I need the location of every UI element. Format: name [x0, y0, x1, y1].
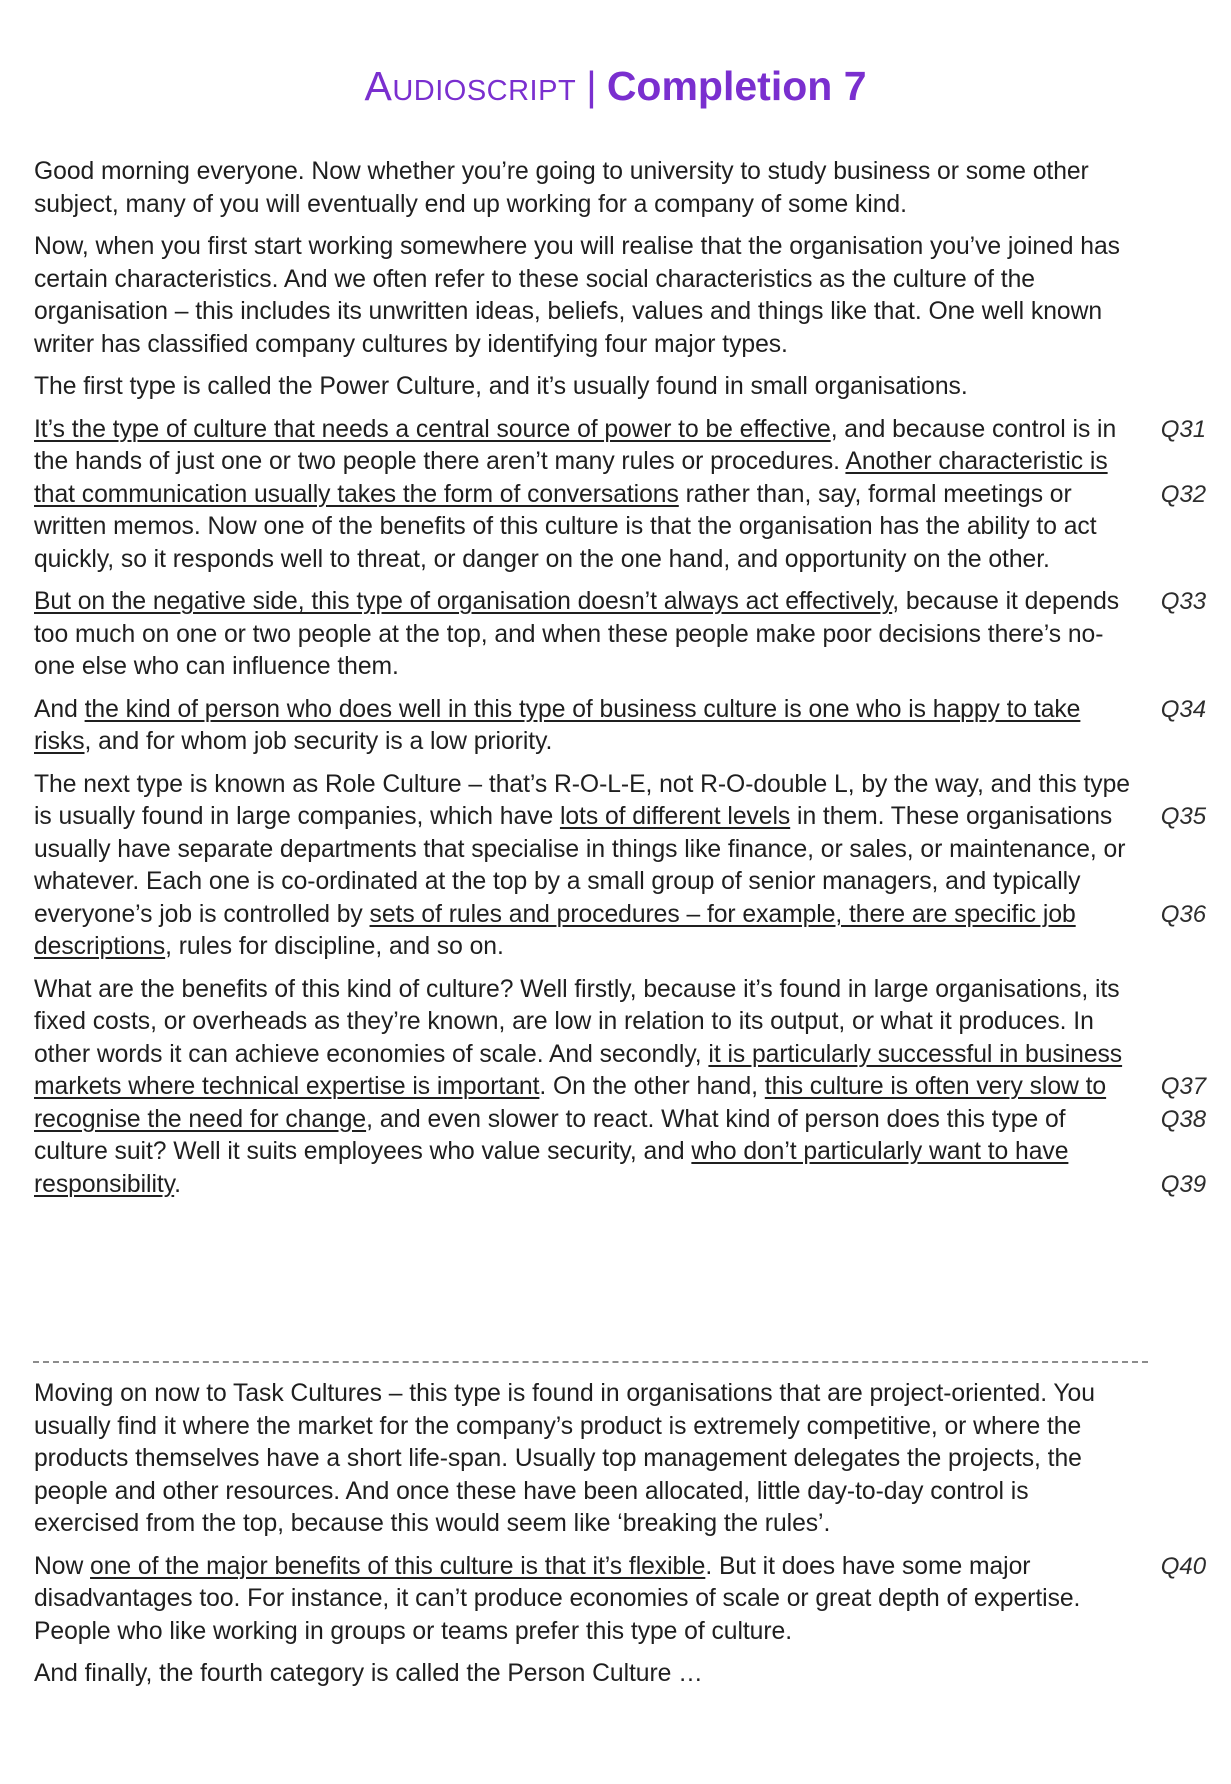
paragraph	[34, 1551, 1206, 1649]
paragraph-text: Good morning everyone. Now whether you’re going to university to study business or some other subject, many of you will eventually end up working for a company of some kind.	[34, 158, 1089, 218]
question-number: Q32	[1160, 480, 1206, 508]
paragraph	[34, 156, 1136, 221]
paragraph	[34, 974, 1206, 1202]
underlined-answer-text: it is particularly successful in business markets where technical expertise is important	[34, 1040, 1123, 1100]
question-number: Q35	[1160, 803, 1206, 830]
paragraph-text: Now	[34, 1552, 91, 1580]
paragraph-text: , because it depends too much on one or two people at the top, and when these people make poor decisions there’s no-one else who can influence them.	[34, 588, 1120, 680]
paragraph-text: The first type is called the Power Culture, and it’s usually found in small organisations.	[34, 373, 968, 400]
title-separator: |	[586, 63, 597, 109]
title-prefix: Audioscript	[364, 63, 577, 109]
question-number: Q37	[1160, 1073, 1206, 1100]
paragraph	[34, 769, 1206, 964]
paragraph	[34, 694, 1206, 759]
paragraph	[34, 371, 1136, 404]
page-title	[0, 64, 1231, 109]
paragraph-text: What are the benefits of this kind of culture? Well firstly, because it’s found in large organisations, its fixed costs, or overheads as they’re known, are low in relation to its output, or what it produces. In other words it can achieve economies of scale. And secondly,	[34, 975, 1120, 1068]
paragraph-text: , and for whom job security is a low priority.	[84, 728, 553, 755]
paragraph	[34, 1658, 1136, 1691]
paragraph-text: And	[34, 695, 85, 723]
paragraph-text: Moving on now to Task Cultures – this type is found in organisations that are project-oriented. You usually find it where the market for the company’s product is extremely competitive, or where the products themselves have a short life-span. Usually top management delegates the projects, the people and other resources. And once these have been allocated, little day-to-day control is exercised from the top, because this would seem like ‘breaking the rules’.	[34, 1380, 1095, 1537]
audioscript-body-upper	[34, 156, 1206, 1211]
paragraph-text: And finally, the fourth category is called the Person Culture …	[34, 1660, 703, 1687]
paragraph-text: in them. These organisations usually have separate departments that specialise in things like finance, or sales, or maintenance, or whatever. Each one is co-ordinated at the top by a small group of senior managers, and typically everyone’s job is controlled by	[34, 803, 1126, 928]
question-number: Q34	[1160, 695, 1206, 723]
paragraph-text: , and even slower to react. What kind of person does this type of culture suit? Well it suits employees who value security, and	[34, 1105, 1066, 1165]
underlined-answer-text: Another characteristic is that communication usually takes the form of conversations	[34, 448, 1108, 508]
underlined-answer-text: this culture is often very slow to recognise the need for change	[34, 1073, 1107, 1133]
question-number: Q38	[1160, 1105, 1206, 1133]
paragraph	[34, 231, 1136, 361]
paragraph-text: Now, when you first start working somewhere you will realise that the organisation you’ve joined has certain characteristics. And we often refer to these social characteristics as the culture of the organisation – this includes its unwritten ideas, beliefs, values and things like that. One well known writer has classified company cultures by identifying four major types.	[34, 233, 1120, 358]
question-number: Q36	[1160, 900, 1206, 928]
question-number: Q39	[1160, 1170, 1206, 1198]
underlined-answer-text: But on the negative side, this type of organisation doesn’t always act effectively	[34, 588, 893, 615]
title-main: Completion 7	[606, 63, 867, 109]
paragraph-text: . On the other hand,	[539, 1073, 765, 1100]
dashed-divider	[33, 1361, 1148, 1363]
paragraph	[34, 1378, 1136, 1541]
paragraph-text: The next type is known as Role Culture – that’s R-O-L-E, not R-O-double L, by the way, and this type is usually found in large companies, which have	[34, 770, 1130, 830]
paragraph	[34, 414, 1206, 577]
paragraph-text: , rules for discipline, and so on.	[165, 933, 504, 960]
question-number: Q40	[1160, 1552, 1206, 1580]
underlined-answer-text: It’s the type of culture that needs a central source of power to be effective	[34, 415, 831, 443]
paragraph-text: .	[174, 1170, 181, 1198]
paragraph-text: rather than, say, formal meetings or written memos. Now one of the benefits of this culture is that the organisation has the ability to act quickly, so it responds well to threat, or danger on the one hand, and opportunity on the other.	[34, 480, 1097, 573]
audioscript-body-lower	[34, 1378, 1206, 1701]
underlined-answer-text: one of the major benefits of this culture is that it’s flexible	[90, 1552, 706, 1580]
underlined-answer-text: the kind of person who does well in this type of business culture is one who is happy to take risks	[34, 695, 1081, 755]
paragraph-text: , and because control is in the hands of just one or two people there aren’t many rules or procedures.	[34, 415, 1117, 475]
question-number: Q31	[1160, 415, 1206, 443]
question-number: Q33	[1160, 588, 1206, 615]
paragraph	[34, 586, 1206, 684]
paragraph-text: . But it does have some major disadvantages too. For instance, it can’t produce economies of scale or great depth of expertise. People who like working in groups or teams prefer this type of culture.	[34, 1552, 1081, 1645]
underlined-answer-text: who don’t particularly want to have responsibility	[34, 1138, 1069, 1198]
underlined-answer-text: sets of rules and procedures – for example, there are specific job descriptions	[34, 900, 1076, 960]
underlined-answer-text: lots of different levels	[559, 803, 791, 830]
